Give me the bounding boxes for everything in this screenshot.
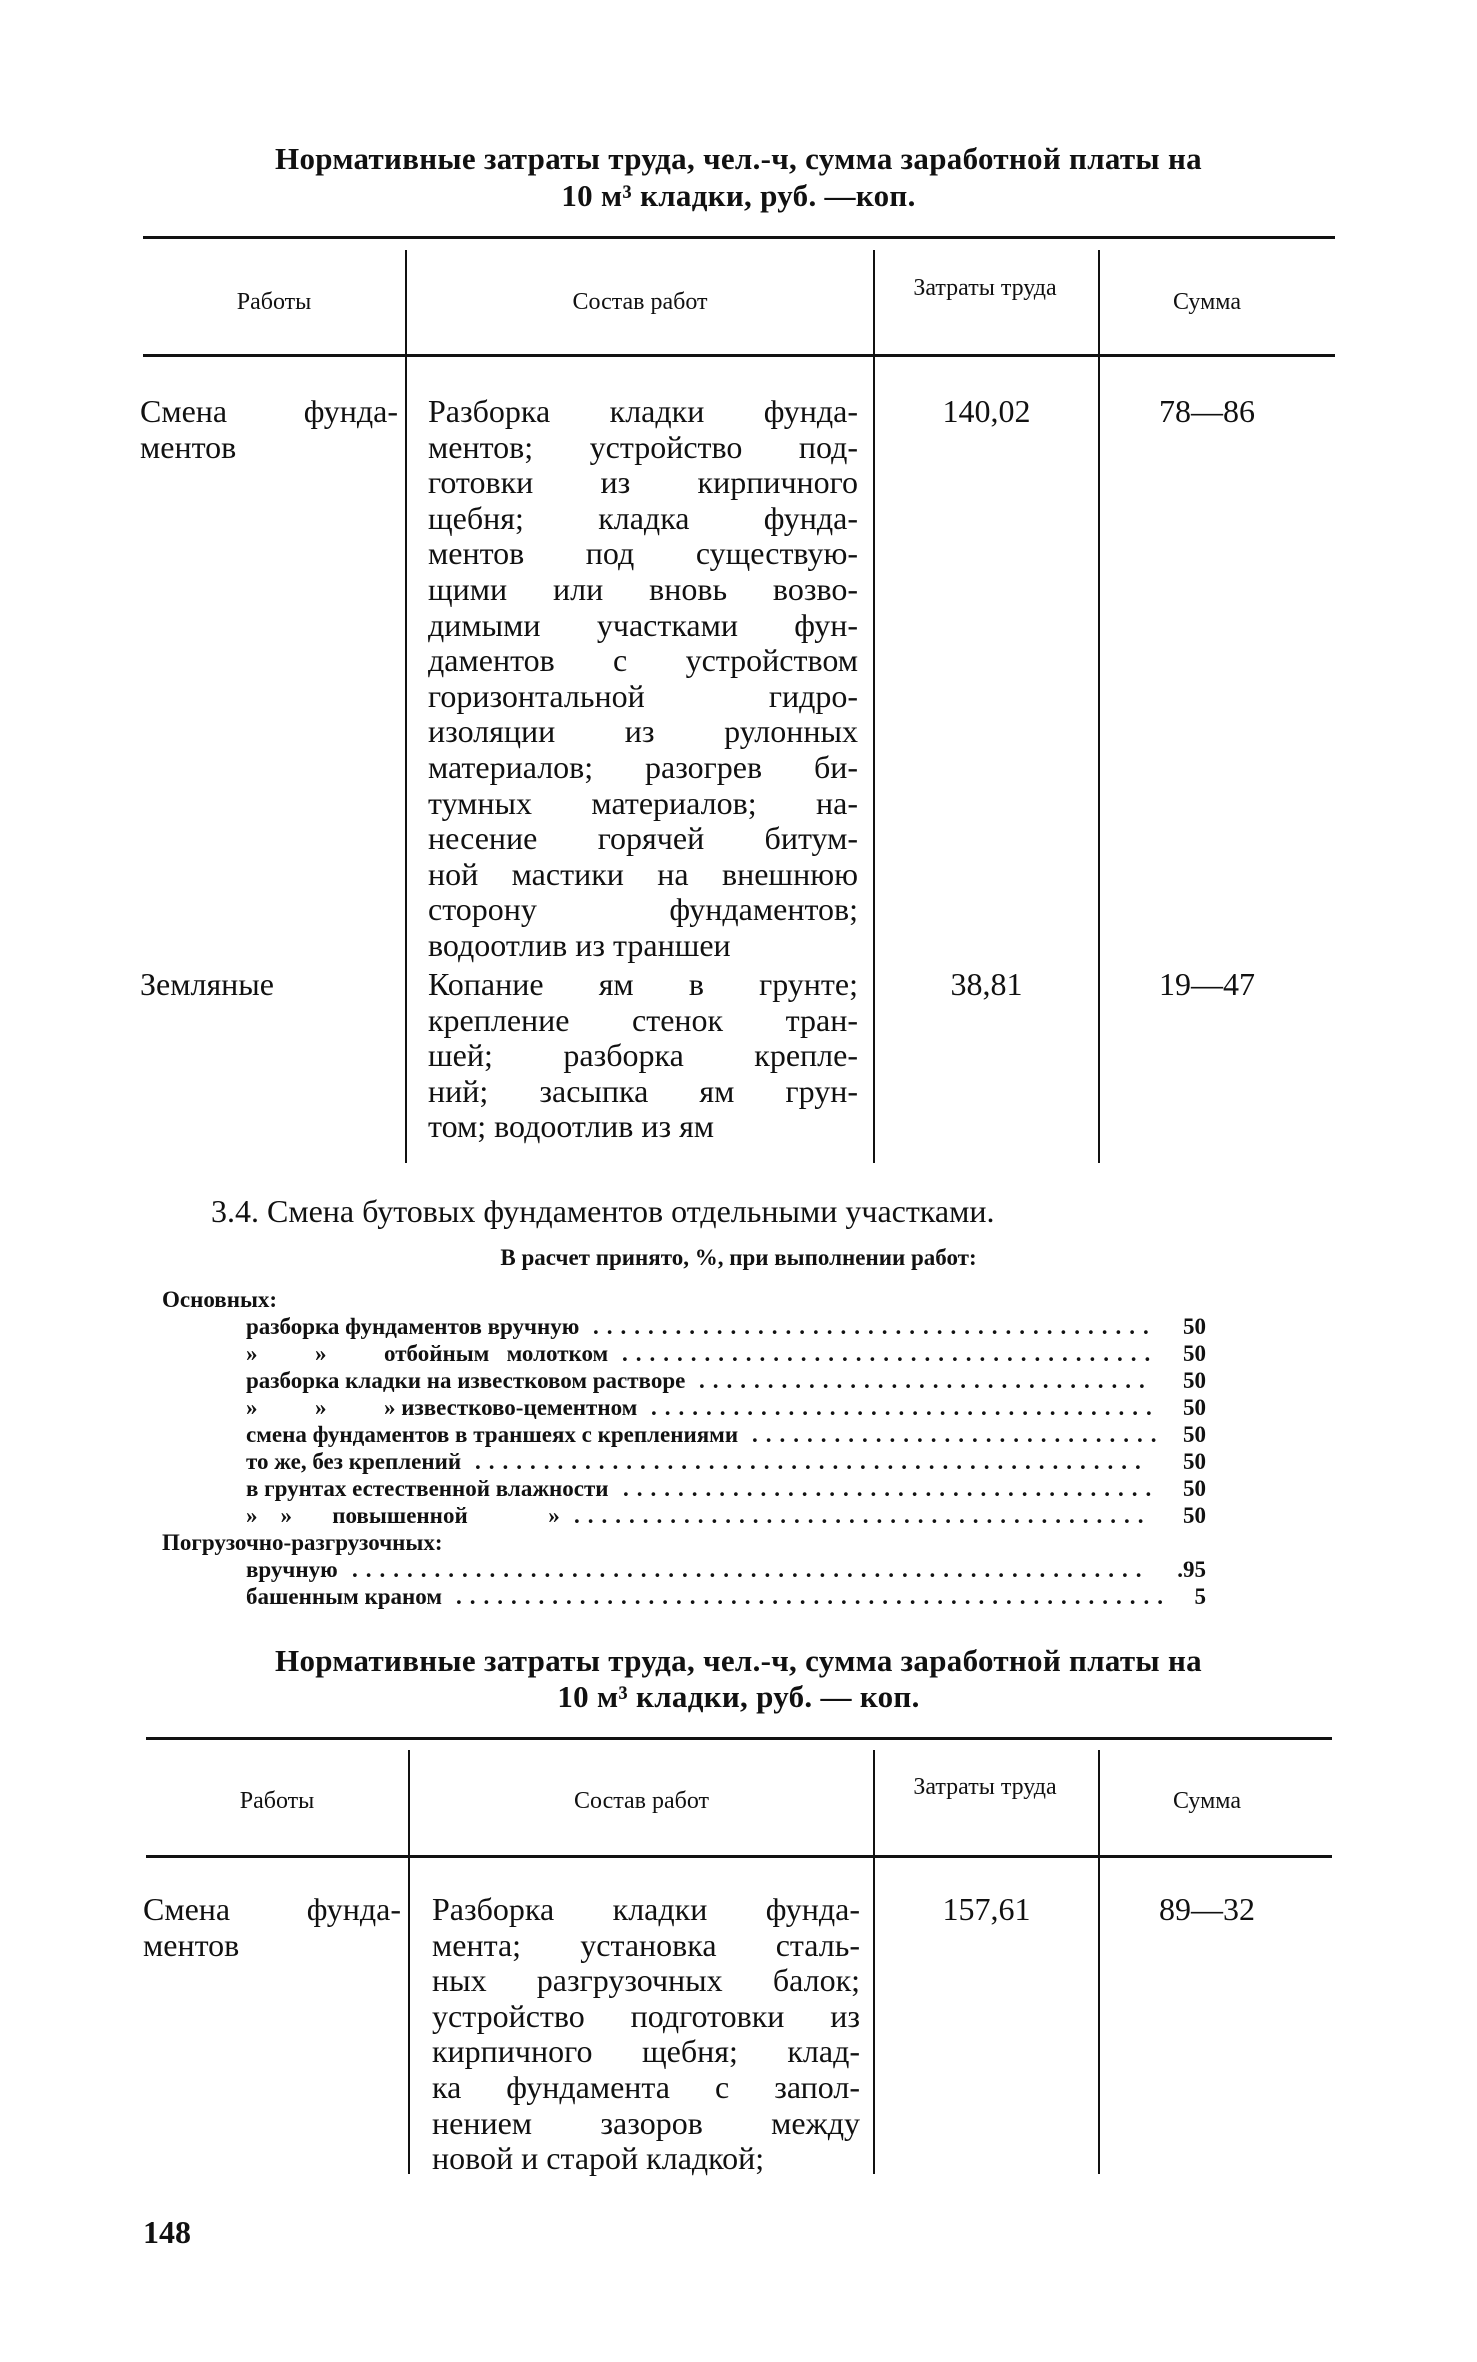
text-line: Копание ям в грунте; xyxy=(428,966,858,1002)
list-item-value: 5 xyxy=(1194,1584,1206,1609)
table2-col-divider xyxy=(873,1750,875,2174)
table2-header-sum: Сумма xyxy=(1173,1788,1241,1814)
list-item xyxy=(246,1448,1206,1475)
leader-dots: ..................................... xyxy=(651,1395,1160,1420)
table2-row1-labor: 157,61 xyxy=(942,1891,1031,1927)
text-line: Разборка кладки фунда- xyxy=(428,393,858,429)
table1-header-sum: Сумма xyxy=(1173,289,1241,315)
list-item-text: разборка фундаментов вручную xyxy=(246,1314,580,1339)
text-line: кирпичного щебня; клад- xyxy=(432,2033,860,2070)
text-line: водоотлив из траншеи xyxy=(428,926,731,963)
text-line: ной мастики на внешнюю xyxy=(428,855,858,892)
list-item xyxy=(246,1313,1206,1340)
list-item xyxy=(246,1340,1206,1367)
list-item-value: .95 xyxy=(1177,1557,1206,1582)
table2-row1-work xyxy=(143,1892,401,1963)
table1-title-line2: 10 м³ кладки, руб. —коп. xyxy=(561,178,916,213)
table1-top-rule xyxy=(143,236,1335,239)
list-item-text: » » отбойным молотком xyxy=(246,1341,609,1366)
leader-dots: .......................................... xyxy=(574,1503,1152,1528)
table2-col-divider xyxy=(1098,1750,1100,2174)
list-item xyxy=(246,1421,1206,1448)
text-line: крепление стенок тран- xyxy=(428,1001,858,1038)
text-line: Смена фунда- xyxy=(143,1891,401,1927)
table1-col-divider xyxy=(1098,250,1100,1163)
table1-header-composition: Состав работ xyxy=(572,289,708,315)
text-line: новой и старой кладкой; xyxy=(432,2140,765,2177)
table2-header-labor: Затраты труда xyxy=(913,1774,1057,1800)
leader-dots: ................................. xyxy=(699,1368,1153,1393)
leader-dots: ....................................... xyxy=(623,1476,1160,1501)
text-line: нением зазоров между xyxy=(432,2104,860,2141)
text-line: щими или вновь возво- xyxy=(428,570,858,607)
table2-title-line1: Нормативные затраты труда, чел.-ч, сумма заработной платы на xyxy=(275,1643,1202,1678)
text-line: ка фундамента с запол- xyxy=(432,2068,860,2105)
page-number: 148 xyxy=(143,2214,191,2250)
percentage-list xyxy=(162,1286,1206,1610)
text-line: щебня; кладка фунда- xyxy=(428,499,858,536)
list-item xyxy=(246,1502,1206,1529)
list-item-text: в грунтах естественной влажности xyxy=(246,1476,609,1501)
list-item-text: смена фундаментов в траншеях с креплениями xyxy=(246,1422,739,1447)
table1-col-divider xyxy=(873,250,875,1163)
table1-row2-work xyxy=(140,967,398,1003)
table2-row1-composition xyxy=(432,1892,860,2177)
list-item-text: то же, без креплений xyxy=(246,1449,462,1474)
text-line: ментов под существую- xyxy=(428,535,858,572)
text-line: ментов; устройство под- xyxy=(428,428,858,465)
text-line: готовки из кирпичного xyxy=(428,464,858,501)
text-line: шей; разборка крепле- xyxy=(428,1037,858,1074)
list-item xyxy=(246,1367,1206,1394)
leader-dots: .................................................... xyxy=(456,1584,1171,1609)
list-item-text: » » повышенной » xyxy=(246,1503,560,1528)
table1-row2-composition xyxy=(428,967,858,1145)
list-item-text: вручную xyxy=(246,1557,338,1582)
table1-row2-labor: 38,81 xyxy=(950,966,1023,1002)
table2-header-works: Работы xyxy=(239,1788,315,1814)
table1-row1-composition xyxy=(428,394,858,964)
table2-title-line2: 10 м³ кладки, руб. — коп. xyxy=(557,1679,920,1714)
text-line: том; водоотлив из ям xyxy=(428,1108,715,1145)
text-line: материалов; разогрев би- xyxy=(428,748,858,785)
table2-col-divider xyxy=(408,1750,410,2174)
list-item xyxy=(246,1475,1206,1502)
text-line: Смена фунда- xyxy=(140,393,398,429)
text-line: димыми участками фун- xyxy=(428,606,858,643)
text-line: Земляные xyxy=(140,966,274,1002)
table1-header-rule xyxy=(143,354,1335,357)
table2-header-rule xyxy=(146,1855,1332,1858)
section-heading: 3.4. Смена бутовых фундаментов отдельными участками. xyxy=(211,1193,995,1229)
table1-header-labor: Затраты труда xyxy=(913,275,1057,301)
list-item-value: 50 xyxy=(1183,1476,1206,1501)
table1-row1-sum: 78—86 xyxy=(1159,393,1255,429)
text-line: ний; засыпка ям грун- xyxy=(428,1072,858,1109)
leader-dots: ......................................... xyxy=(593,1314,1157,1339)
list-item-value: 50 xyxy=(1183,1503,1206,1528)
text-line: несение горячей битум- xyxy=(428,820,858,857)
list-group-label: Основных: xyxy=(162,1287,278,1312)
table1-row1-work xyxy=(140,394,398,465)
text-line: ментов xyxy=(143,1926,240,1963)
table1-row2-sum: 19—47 xyxy=(1159,966,1255,1002)
list-item xyxy=(246,1394,1206,1421)
text-line: ных разгрузочных балок; xyxy=(432,1962,860,1999)
list-item-text: разборка кладки на известковом растворе xyxy=(246,1368,686,1393)
list-item-text: башенным краном xyxy=(246,1584,443,1609)
list-item xyxy=(246,1556,1206,1583)
table1-title-line1: Нормативные затраты труда, чел.-ч, сумма заработной платы на xyxy=(275,141,1202,176)
leader-dots: ................................................. xyxy=(475,1449,1149,1474)
list-group-label: Погрузочно-разгрузочных: xyxy=(162,1530,443,1555)
leader-dots: .............................. xyxy=(752,1422,1165,1447)
list-item-text: » » » известково-цементном xyxy=(246,1395,638,1420)
list-item-value: 50 xyxy=(1183,1422,1206,1447)
text-line: мента; установка сталь- xyxy=(432,1926,860,1963)
text-line: тумных материалов; на- xyxy=(428,784,858,821)
text-line: даментов с устройством xyxy=(428,642,858,679)
list-item-value: 50 xyxy=(1183,1314,1206,1339)
table1-header-works: Работы xyxy=(236,289,312,315)
list-item-value: 50 xyxy=(1183,1368,1206,1393)
text-line: ментов xyxy=(140,428,237,465)
table2-row1-sum: 89—32 xyxy=(1159,1891,1255,1927)
table2-top-rule xyxy=(146,1737,1332,1740)
table1-col-divider xyxy=(405,250,407,1163)
section-subheading: В расчет принято, %, при выполнении работ: xyxy=(500,1245,977,1270)
text-line: Разборка кладки фунда- xyxy=(432,1891,860,1927)
text-line: изоляции из рулонных xyxy=(428,713,858,750)
text-line: сторону фундаментов; xyxy=(428,891,858,928)
table2-header-composition: Состав работ xyxy=(573,1788,710,1814)
list-item-value: 50 xyxy=(1183,1341,1206,1366)
table1-row1-labor: 140,02 xyxy=(942,393,1031,429)
text-line: горизонтальной гидро- xyxy=(428,677,858,714)
leader-dots: .......................................................... xyxy=(352,1557,1150,1582)
text-line: устройство подготовки из xyxy=(432,1997,860,2034)
list-item xyxy=(246,1583,1206,1610)
leader-dots: ....................................... xyxy=(622,1341,1159,1366)
list-item-value: 50 xyxy=(1183,1395,1206,1420)
list-item-value: 50 xyxy=(1183,1449,1206,1474)
